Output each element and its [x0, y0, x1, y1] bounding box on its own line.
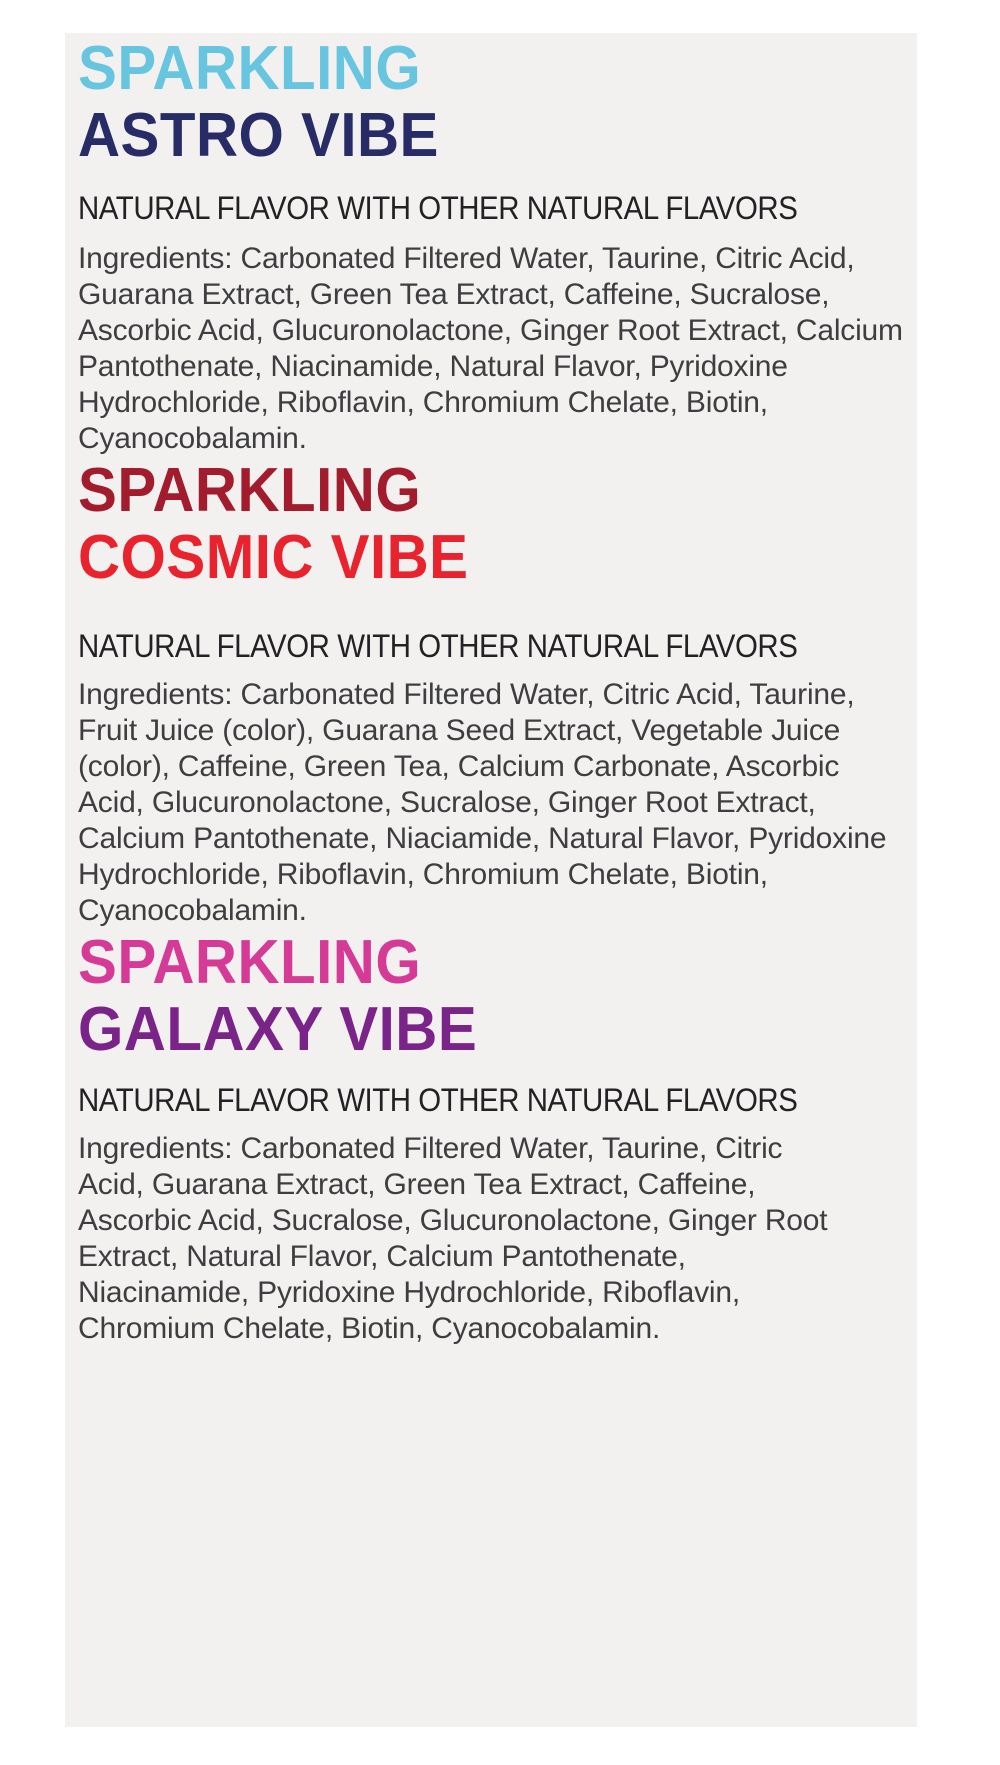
flavor-title-sparkling: SPARKLING [78, 34, 422, 103]
natural-flavor-note [78, 1081, 917, 1119]
flavor-title-sparkling: SPARKLING [78, 928, 422, 997]
ingredients-text: Ingredients: Carbonated Filtered Water, Taurine, Citric Acid, Guarana Extract, Green Tea Extract, Caffeine, Ascorbic Acid, Sucralose, Glucuronolactone, Ginger Root Extract, Natural Flavor, Calcium Pantothenate, Niacinamide, Pyridoxine Hydrochloride, Riboflavin, Chromium Chelate, Biotin, Cyanocobalamin. [78, 1132, 828, 1345]
ingredients-text: Ingredients: Carbonated Filtered Water, Citric Acid, Taurine, Fruit Juice (color), Guarana Seed Extract, Vegetable Juice (color), Caffeine, Green Tea, Calcium Carbonate, Ascorbic Acid, Glucuronolactone, Sucralose, Ginger Root Extract, Calcium Pantothenate, Niaciamide, Natural Flavor, Pyridoxine Hydrochloride, Riboflavin, Chromium Chelate, Biotin, Cyanocobalamin. [78, 678, 887, 927]
flavor-title [78, 929, 917, 1063]
natural-flavor-note [78, 627, 917, 665]
flavor-section-astro-vibe [78, 35, 917, 457]
flavor-title-sparkling: SPARKLING [78, 456, 422, 525]
flavor-title-name: ASTRO VIBE [78, 101, 439, 170]
natural-flavor-note-text: NATURAL FLAVOR WITH OTHER NATURAL FLAVORS [78, 190, 798, 226]
natural-flavor-note-text: NATURAL FLAVOR WITH OTHER NATURAL FLAVORS [78, 628, 798, 664]
natural-flavor-note [78, 189, 917, 227]
natural-flavor-note-text: NATURAL FLAVOR WITH OTHER NATURAL FLAVORS [78, 1082, 798, 1118]
flavor-title-name: COSMIC VIBE [78, 523, 469, 592]
flavor-section-galaxy-vibe [78, 929, 917, 1347]
ingredients-text: Ingredients: Carbonated Filtered Water, Taurine, Citric Acid, Guarana Extract, Green Tea Extract, Caffeine, Sucralose, Ascorbic Acid, Glucuronolactone, Ginger Root Extract, Calcium Pantothenate, Niacinamide, Natural Flavor, Pyridoxine Hydrochloride, Riboflavin, Chromium Chelate, Biotin, Cyanocobalamin. [78, 242, 903, 455]
flavor-title-name: GALAXY VIBE [78, 995, 478, 1064]
flavor-section-cosmic-vibe [78, 457, 917, 929]
label-panel [65, 33, 917, 1727]
flavor-title [78, 35, 917, 169]
flavor-title [78, 457, 917, 591]
